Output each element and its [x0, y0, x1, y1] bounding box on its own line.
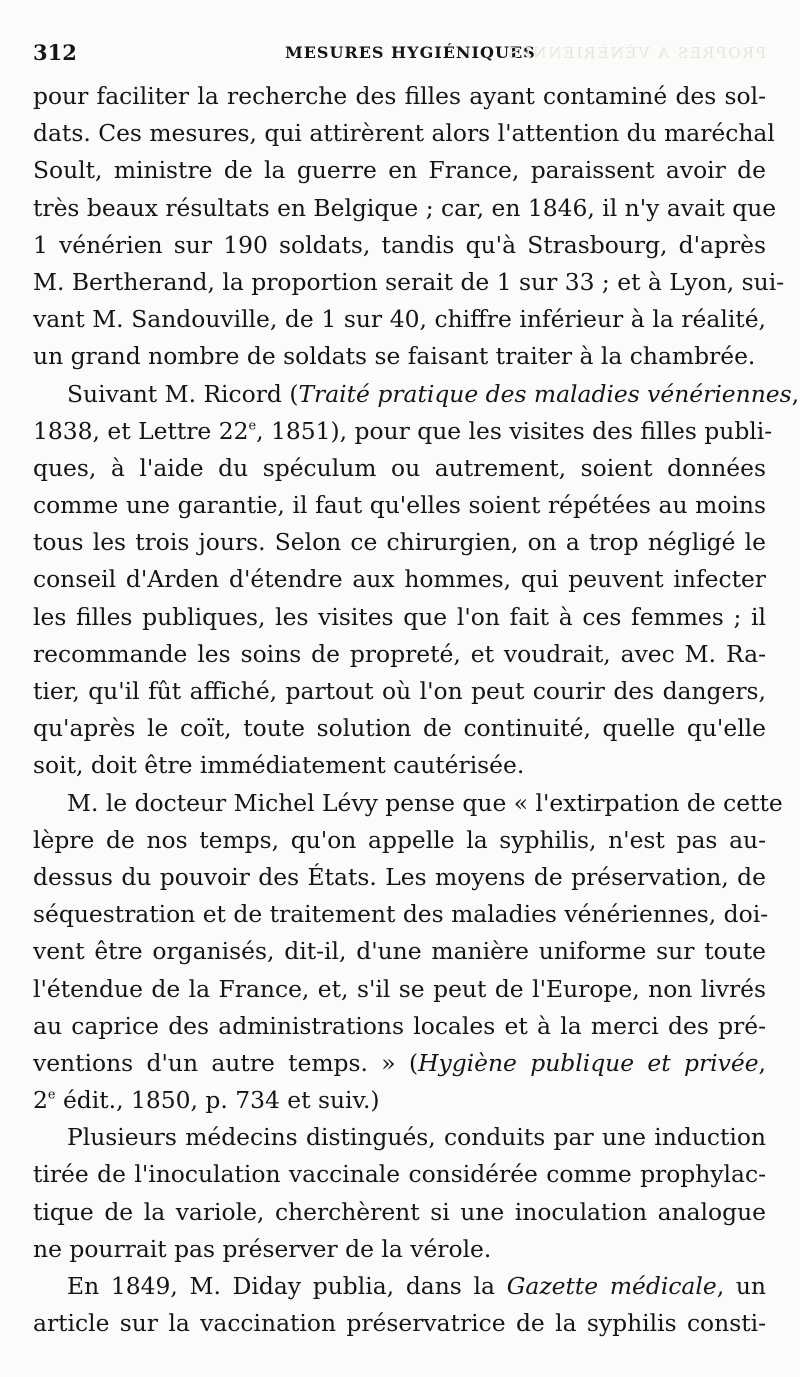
text-run: 2 [33, 1086, 48, 1115]
text-line: article sur la vaccination préservatrice de la syphilis consti- [33, 1309, 766, 1338]
text-line: l'étendue de la France, et, s'il se peut de l'Europe, non livrés [33, 974, 766, 1003]
text-line: soit, doit être immédiatement cautérisée. [33, 751, 525, 780]
text-line: recommande les soins de propreté, et voudrait, avec M. Ra- [33, 639, 766, 668]
text-line: très beaux résultats en Belgique ; car, en 1846, il n'y avait que [33, 193, 777, 222]
text-run: , un [716, 1272, 766, 1300]
text-line [33, 376, 800, 413]
text-line: conseil d'Arden d'étendre aux hommes, qui peuvent infecter [33, 565, 766, 594]
text-line: dessus du pouvoir des États. Les moyens de préservation, de [33, 862, 766, 891]
text-line [33, 1082, 766, 1119]
text-run: Suivant M. Ricord ( [67, 379, 299, 408]
text-line: tique de la variole, cherchèrent si une inoculation analogue [33, 1197, 766, 1226]
page-header [33, 40, 766, 74]
text-run: 1838, et Lettre 22 [33, 416, 249, 445]
text-line: les filles publiques, les visites que l'on fait à ces femmes ; il [33, 602, 766, 631]
text-run: , [758, 1048, 766, 1077]
bleed-through-text: PROPRES A VÉNÉRIENNES [505, 44, 766, 62]
text-line: pour faciliter la recherche des filles ayant contaminé des sol- [33, 82, 766, 110]
text-line: séquestration et de traitement des maladies vénériennes, doi- [33, 900, 769, 929]
running-head: MESURES HYGIÉNIQUES [285, 43, 536, 62]
text-line: M. Bertherand, la proportion serait de 1 sur 33 ; et à Lyon, sui- [33, 267, 785, 296]
text-line: Soult, ministre de la guerre en France, paraissent avoir de [33, 156, 766, 185]
text-line: tous les trois jours. Selon ce chirurgien, on a trop négligé le [33, 528, 766, 557]
text-line: qu'après le coït, toute solution de continuité, quelle qu'elle [33, 714, 766, 743]
text-line: M. le docteur Michel Lévy pense que « l'extirpation de cette [67, 788, 783, 817]
text-line: vent être organisés, dit-il, d'une manière uniforme sur toute [33, 937, 766, 966]
text-line [33, 413, 773, 450]
text-run: ventions d'un autre temps. » ( [33, 1048, 419, 1077]
text-line: dats. Ces mesures, qui attirèrent alors l'attention du maréchal [33, 119, 775, 148]
text-run: édit., 1850, p. 734 et suiv.) [55, 1086, 380, 1115]
superscript: e [248, 418, 257, 434]
text-line: vant M. Sandouville, de 1 sur 40, chiffre inférieur à la réalité, [33, 305, 766, 334]
text-line [33, 1045, 766, 1082]
journal-title: Gazette médicale [506, 1272, 717, 1300]
book-title: Hygiène publique et privée [418, 1048, 759, 1077]
text-line: 1 vénérien sur 190 soldats, tandis qu'à Strasbourg, d'après [33, 230, 766, 259]
text-line: au caprice des administrations locales et à la merci des pré- [33, 1011, 766, 1040]
page-number: 312 [33, 40, 77, 65]
text-line: ne pourrait pas préserver de la vérole. [33, 1234, 492, 1263]
text-line: tier, qu'il fût affiché, partout où l'on peut courir des dangers, [33, 677, 766, 705]
text-line [33, 1268, 766, 1305]
text-line: un grand nombre de soldats se faisant traiter à la chambrée. [33, 342, 756, 371]
text-line: comme une garantie, il faut qu'elles soient répétées au moins [33, 491, 766, 520]
text-line: Plusieurs médecins distingués, conduits par une induction [67, 1123, 766, 1152]
text-line: ques, à l'aide du spéculum ou autrement, soient données [33, 453, 766, 482]
book-title: Traité pratique des maladies vénériennes [298, 379, 792, 408]
body-text [33, 78, 800, 1342]
text-run: , [791, 379, 800, 408]
text-line: lèpre de nos temps, qu'on appelle la syphilis, n'est pas au- [33, 825, 766, 854]
text-run: , 1851), pour que les visites des filles publi- [256, 416, 773, 445]
text-run: En 1849, M. Diday publia, dans la [67, 1272, 507, 1300]
text-line: tirée de l'inoculation vaccinale considérée comme prophylac- [33, 1160, 766, 1189]
superscript: e [47, 1087, 56, 1103]
